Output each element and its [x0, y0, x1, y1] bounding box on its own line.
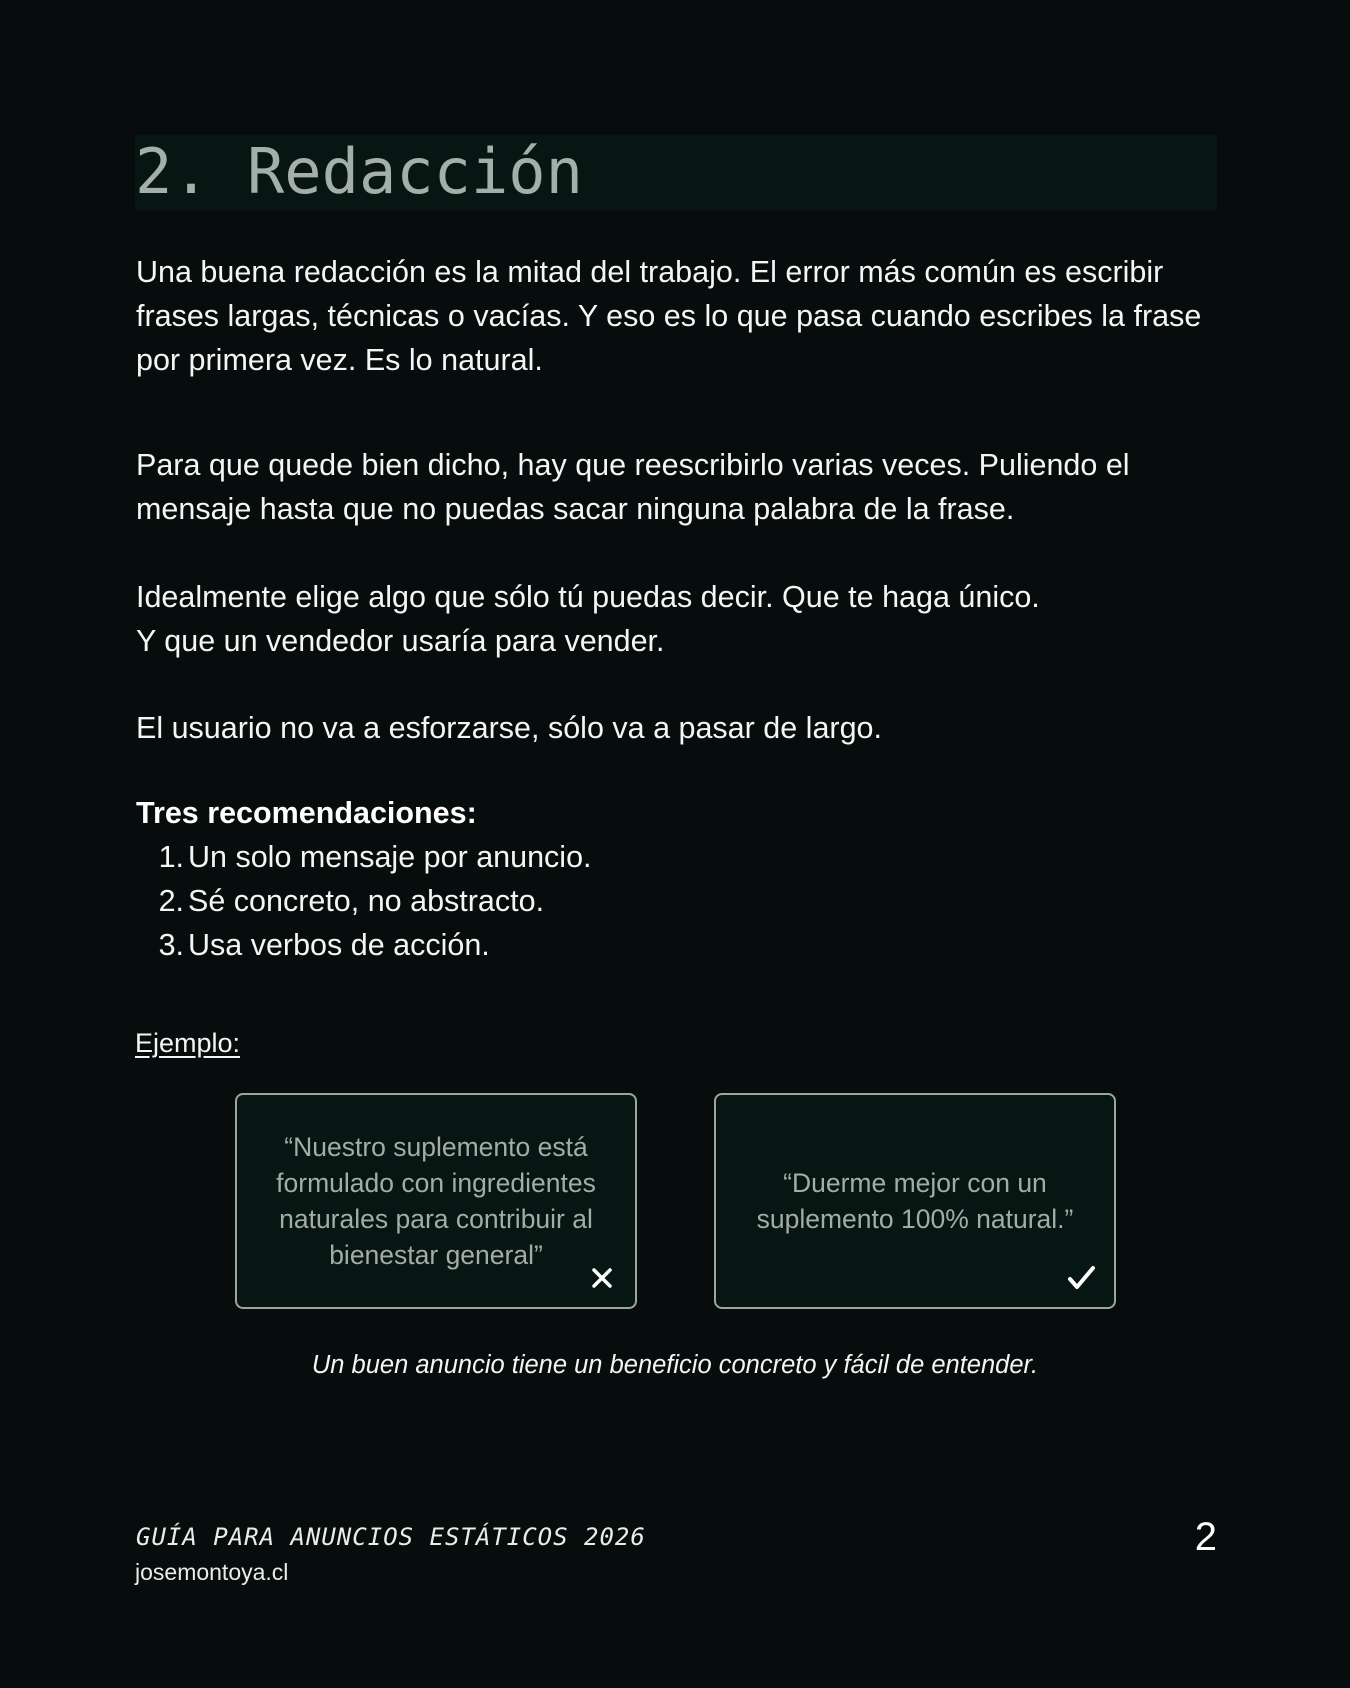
paragraph-text: Una buena redacción es la mitad del trabajo. El error más común es escribir frases largas, técnicas o vacías. Y eso es lo que pasa cuando escribes la frase por primera vez. Es lo natural.: [136, 255, 1202, 377]
check-icon: [1066, 1263, 1096, 1293]
paragraph-line: Y que un vendedor usaría para vender.: [136, 624, 665, 658]
list-text: Usa verbos de acción.: [188, 928, 490, 962]
list-item: [136, 835, 936, 879]
paragraph-intro: [136, 250, 1226, 382]
list-item: [136, 879, 936, 923]
example-caption: Un buen anuncio tiene un beneficio concreto y fácil de entender.: [311, 1351, 1039, 1379]
recommendations-list: [136, 835, 936, 967]
list-number: 1.: [158, 840, 184, 874]
good-example-card: [714, 1093, 1116, 1309]
paragraph-rewrite: [136, 443, 1226, 531]
paragraph-text: El usuario no va a esforzarse, sólo va a pasar de largo.: [136, 711, 882, 745]
list-text: Un solo mensaje por anuncio.: [188, 840, 592, 874]
footer-website-link[interactable]: josemontoya.cl: [135, 1559, 289, 1585]
list-number: 3.: [158, 928, 184, 962]
example-label: Ejemplo:: [135, 1028, 241, 1058]
cross-icon: [587, 1263, 617, 1293]
recommendations-title: Tres recomendaciones:: [136, 796, 477, 830]
paragraph-unique: [136, 575, 1226, 663]
list-number: 2.: [158, 884, 184, 918]
page-number: 2: [1194, 1515, 1217, 1559]
footer-guide-title: GUÍA PARA ANUNCIOS ESTÁTICOS 2026: [136, 1523, 646, 1551]
section-heading: 2. Redacción: [135, 135, 583, 208]
bad-example-card: [235, 1093, 637, 1309]
good-example-quote: “Duerme mejor con un suplemento 100% natural.”: [756, 1168, 1074, 1234]
list-item: [136, 923, 936, 967]
bad-example-quote: “Nuestro suplemento está formulado con ingredientes naturales para contribuir al bienestar general”: [276, 1132, 596, 1270]
paragraph-user: [136, 706, 1226, 750]
paragraph-line: Idealmente elige algo que sólo tú puedas decir. Que te haga único.: [136, 580, 1040, 614]
list-text: Sé concreto, no abstracto.: [188, 884, 545, 918]
paragraph-text: Para que quede bien dicho, hay que reescribirlo varias veces. Puliendo el mensaje hasta que no puedas sacar ninguna palabra de la frase.: [136, 448, 1130, 526]
